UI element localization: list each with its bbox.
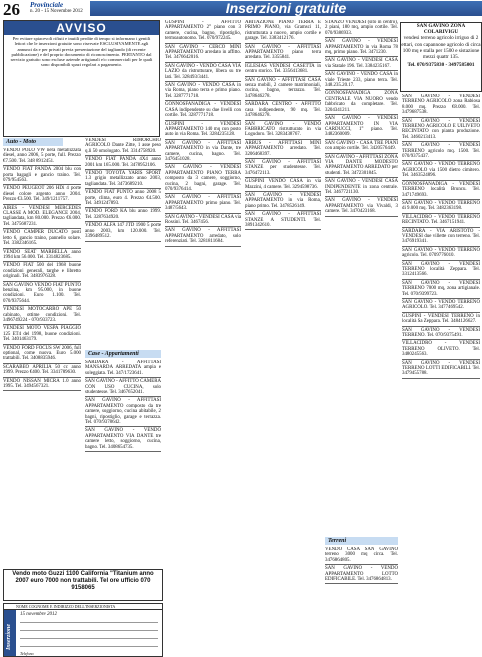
listing-divider bbox=[402, 339, 480, 340]
listing-item: SAN GAVINO - VENDO TERRENO di 9.000 mq. Tel. 3482363198. bbox=[402, 200, 480, 212]
listing-item: SAN GAVINO - VENDESI APPARTAMENTO PIANO TERRA composto da 3 camere, soggiorno, cucina, 2 bagni, garage. Tel. 070/9376414. bbox=[165, 165, 241, 192]
category-auto-moto: Auto - Moto bbox=[3, 138, 63, 146]
listing-divider bbox=[3, 305, 81, 306]
listing-item: GUSPINI - VENDESI TERRENO in località Sa Zeppara. Tel. 3484126627. bbox=[402, 313, 480, 325]
listing-item: SAN GAVINO - VENDESI TERRENO località Zeppara. Tel. 3312413566. bbox=[402, 261, 480, 278]
listing-item: SAN GAVINO - VENDESI APPARTAMENTO in via Roma 78 mq, primo piano. Tel. 3471230. bbox=[325, 39, 398, 56]
listing-divider bbox=[165, 193, 241, 194]
listing-divider bbox=[402, 213, 480, 214]
listing-item: VENDESI MOTOCARRO APE 50 cabinato, ottime condizioni. Tel. 3496749224 - 070/933723. bbox=[3, 307, 81, 323]
form-line[interactable] bbox=[20, 630, 158, 631]
listing-divider bbox=[3, 261, 81, 262]
listing-divider bbox=[85, 451, 161, 452]
listing-divider bbox=[165, 246, 241, 247]
listing-divider bbox=[3, 281, 81, 282]
listing-divider bbox=[165, 163, 241, 164]
listing-item: SAN GAVINO - AFFITTASI CASA senza mobili, 2 camere matrimoniali, cucina, bagno, terrazzo. Tel. 3478646278. bbox=[245, 77, 321, 99]
listing-item: SAN GAVINO - AFFITTO CAMERA CON USO CUCINA, solo studentesse. Tel. 3467652041. bbox=[85, 379, 161, 396]
listing-item: SAN GAVINO - VENDO CASA in via Roma, piano terra e primo piano. Tel. 3287771718. bbox=[165, 83, 241, 99]
avviso-title: AVVISO bbox=[4, 21, 159, 35]
listing-item: VENDO FIAT PUNTO anno 2008 5 porte, clima, euro 4. Prezzo €4.500. Tel. 3491247893. bbox=[85, 190, 161, 207]
listing-item: SAN GAVINO - VENDESI TERRENO agricolo mq. 1500. Tel. 070/9375437. bbox=[402, 143, 480, 160]
brand-logo: Provinciale bbox=[30, 1, 64, 9]
listing-divider bbox=[245, 177, 321, 178]
sangavino-ad-box bbox=[400, 22, 482, 92]
listing-divider bbox=[325, 177, 398, 178]
listing-divider bbox=[3, 363, 81, 364]
listing-divider bbox=[165, 213, 241, 214]
listing-divider bbox=[245, 43, 321, 44]
listing-item: VENDO TOYOTA YARIS SPORT 1.3 grigio metallizzato anno 2003, tagliandata. Tel. 3473689210. bbox=[85, 171, 161, 187]
listing-divider bbox=[325, 37, 398, 38]
listing-item: SAN GAVINO - VENDESI APPARTAMENTO via Vivaldi, 3 camere. Tel. 3470423168. bbox=[325, 198, 398, 215]
listing-divider bbox=[325, 564, 398, 565]
section-title-bar bbox=[90, 1, 482, 16]
listing-item: VENDO FORD KA blu anno 1999. Tel. 3287634920. bbox=[85, 209, 161, 220]
listing-divider bbox=[245, 210, 321, 211]
listing-item: SAN GAVINO - AFFITTASI STANZE per studentesse. Tel. 3476472113. bbox=[245, 159, 321, 176]
listing-item: SAN GAVINO VENDO FIAT PUNTO benzina, km 95.000, in buone condizioni. Euro 1.100. Tel. 070/9375644. bbox=[3, 282, 81, 304]
listing-item: VENDO FIAT 500 del 1968 buone condizioni generali, targhe e libretto originali. Tel. 3483976328. bbox=[3, 263, 81, 280]
listing-item: GONNOSFANADIGA - VENDESI CASA indipendente su due livelli con cortile. Tel. 3287771718. bbox=[165, 102, 241, 119]
form-line[interactable] bbox=[20, 646, 158, 647]
listing-divider bbox=[3, 204, 81, 205]
listing-divider bbox=[245, 191, 321, 192]
listing-divider bbox=[165, 43, 241, 44]
listing-divider bbox=[402, 227, 480, 228]
listing-divider bbox=[245, 120, 321, 121]
listings-column-3 bbox=[165, 20, 241, 654]
listing-divider bbox=[85, 155, 161, 156]
listing-divider bbox=[3, 344, 81, 345]
listing-divider bbox=[85, 241, 161, 242]
listing-item: SAN GAVINO - VENDO APPARTAMENTO LOTTO EDIFICABILE. Tel. 3476864813. bbox=[325, 566, 398, 583]
listing-divider bbox=[85, 221, 161, 222]
listing-divider bbox=[3, 248, 81, 249]
listing-item: GUSPINI VENDO CASA in via Mazzini, 4 camere. Tel. 3294598736. bbox=[245, 179, 321, 190]
listing-divider bbox=[325, 583, 398, 584]
listing-divider bbox=[85, 188, 161, 189]
listing-divider bbox=[245, 100, 321, 101]
listing-divider bbox=[325, 216, 398, 217]
listing-divider bbox=[3, 324, 81, 325]
listing-item: VENDO CAMPER DUCATO posti letto 6, gancio traino, pannello solare. Tel. 3382346165. bbox=[3, 230, 81, 247]
listing-divider bbox=[325, 139, 398, 140]
form-side-bar bbox=[4, 610, 16, 656]
listing-item: SARDARA - AFFITTASI MANSARDA ARREDATA ampia e soleggiata. Tel. 347/1723641. bbox=[85, 360, 161, 376]
listing-item: SCARABEO APRILIA 50 cc anno 1999. Prezzo €400. Tel. 3341789630. bbox=[3, 364, 81, 376]
listing-divider bbox=[402, 359, 480, 360]
listing-divider bbox=[3, 184, 81, 185]
listing-divider bbox=[325, 114, 398, 115]
listing-item: SAN GAVINO - VENDESI CASA via Rossini. Tel. 3467456. bbox=[165, 214, 241, 225]
page-header bbox=[0, 0, 482, 18]
listing-divider bbox=[3, 165, 81, 166]
listing-item: GUSPINI - AFFITTO APPARTAMENTO 2° piano con 3 camere, cucina, bagno, ripostiglio, termoautonomo. Tel. 070/972245. bbox=[165, 20, 241, 42]
category-case-appartamenti: Case - Appartamenti bbox=[85, 350, 161, 358]
listing-divider bbox=[245, 62, 321, 63]
listing-divider bbox=[85, 396, 161, 397]
listing-item: GUSPINI - VENDESI APPARTAMENTO 140 mq con posto auto in via Roma. Tel. 3284235128. bbox=[165, 121, 241, 138]
listing-item: SAN GAVINO - VENDO APPARTAMENTO VIA DANTE tre camere letto, soggiorno, cucina, bagno. Tel. 3408654735. bbox=[85, 428, 161, 450]
listing-divider bbox=[245, 76, 321, 77]
listing-divider bbox=[402, 312, 480, 313]
listing-item: SAN GAVINO - VENDO TERRENO AGRICOLO. Tel. 3477469542. bbox=[402, 300, 480, 311]
avviso-body: Per evitare spiacevoli rifiuti e inutili perdite di tempo si informano i gentili lettori che le inserzioni gratuite sono riservate ESCLUSIVAMENTE agli annunci da e per privati previa presentazione del tagliando (di recente pubblicazione) e del proprio documento di riconoscimento. PERTANTO dal servizio gratuito sono escluse aziende artigianali e/o commerciali per le quali sono disponibili spazi regolari a pagamento. bbox=[10, 36, 153, 68]
listing-item: VENDO FIAT PANDA 4X4 anno 2001 km 165.000. Tel. 3478952106. bbox=[85, 157, 161, 168]
listing-item: VENDESI MOTO VESPA PIAGGIO 125 ET4 del 1998, buone condizioni. Tel. 3401463179. bbox=[3, 326, 81, 343]
listing-divider bbox=[165, 226, 241, 227]
listing-divider bbox=[325, 153, 398, 154]
listing-divider bbox=[402, 117, 480, 118]
sangavino-ad-phone: Tel. 070/9375830 - 3497585001 bbox=[407, 62, 475, 69]
listing-divider bbox=[3, 390, 81, 391]
listing-item: SAN GAVINO - VENDESI TERRENO. Tel. 070/9375491. bbox=[402, 327, 480, 339]
listing-item: VENDO CASA SAN GAVINO terreno 3000 mq circa. Tel. 3476864805. bbox=[325, 547, 398, 563]
section-title: Inserzioni gratuite bbox=[225, 0, 347, 16]
listings-column-5 bbox=[325, 20, 398, 535]
listing-item: SAN GAVINO - AFFITTASI STANZE A STUDENTI. Tel. 3891342610. bbox=[245, 212, 321, 228]
listing-divider bbox=[325, 196, 398, 197]
issue-date: n. 20 - 15 Novembre 2012 bbox=[30, 9, 83, 14]
listing-item: SAN GAVINO - AFFITTASI APPARTAMENTO arredato, solo referenziati. Tel. 3281811684. bbox=[165, 228, 241, 245]
listing-divider bbox=[245, 158, 321, 159]
listing-divider bbox=[402, 326, 480, 327]
listing-item: SAN GAVINO - AFFITTASI APPARTAMENTO piano terra arredato. Tel. 3355841. bbox=[245, 44, 321, 61]
listing-divider bbox=[325, 89, 398, 90]
listing-divider bbox=[165, 62, 241, 63]
listing-item: VILLACIDRO - VENDO TERRENO RECINTATO. Tel. 3467151941. bbox=[402, 214, 480, 226]
listing-divider bbox=[402, 199, 480, 200]
listing-divider bbox=[85, 169, 161, 170]
listing-divider bbox=[402, 160, 480, 161]
form-date: 15 novembre 2012 bbox=[20, 612, 58, 617]
listing-item: SARDARA CENTRO - AFFITTO casa indipendente, 90 mq. Tel. 3478646278. bbox=[245, 102, 321, 119]
listing-divider bbox=[402, 246, 480, 247]
vendo-moto-ad-text: Vendo moto Guzzi 1100 California "Titanium anno 2007 euro 7000 non trattabili. Tel ore ufficio 070 9158065 bbox=[12, 571, 154, 591]
listing-item: AIRES - VENDESI MERCEDES CLASSE A MOD. ELEGANCE 2004, tagliandata, km 80.000. Prezzo €6.000. Tel. 3475687231. bbox=[3, 205, 81, 227]
listing-divider bbox=[402, 279, 480, 280]
listing-item: VENDO PEUGEOT 206 HDi 4 porte diesel colore argento anno 2004. Prezzo €3.500. Tel. 349/1211757. bbox=[3, 186, 81, 203]
listing-item: VILLACIDRO - VENDESI TERRENO OLIVETO. Tel. 3480245563. bbox=[402, 341, 480, 358]
listing-divider bbox=[245, 229, 321, 230]
listing-item: SAN GAVINO - VENDO TERRENO agricolo. Tel. 0709776010. bbox=[402, 247, 480, 259]
listing-item: VENDO ALFA 147 JTD 1900 5 porte anno 2003, km 120.000. Tel. 3396489512. bbox=[85, 223, 161, 240]
listings-column-1 bbox=[3, 148, 81, 566]
listing-item: ARBUS - AFFITTASI MINI APPARTAMENTO arredato. Tel. 3206468397. bbox=[245, 140, 321, 157]
listing-divider bbox=[402, 141, 480, 142]
listing-item: GONNOSFANADIGA ZONA CENTRALE VIA NUORO vendo fabbricato da completare. Tel. 3204341211. bbox=[325, 91, 398, 113]
listing-item: SAN GAVINO - VENDESI APPARTAMENTO IN VIA CARDUCCI, 1° piano. Tel. 3482360009. bbox=[325, 116, 398, 138]
vendo-moto-ad bbox=[3, 569, 163, 601]
listing-item: SAN GAVINO - VENDESI TERRENO AGRICOLO zona Rabiosa 8.000 mq. Prezzo €8.000. Tel. 3479687538. bbox=[402, 94, 480, 116]
listings-column-2-case bbox=[85, 360, 161, 565]
listing-item: VENDO SEAT MARBELLA anno 1994 km 56.000. Tel. 3314823685. bbox=[3, 249, 81, 260]
listing-item: SAN GAVINO - CASA TRE PIANI con ampio cortile. Tel. 3420576449. bbox=[325, 140, 398, 152]
listing-divider bbox=[85, 426, 161, 427]
listing-item: SAN GAVINO - AFFITTASI APPARTAMENTO primo piano. Tel. 3487/5643. bbox=[165, 195, 241, 212]
listing-item: SAN GAVINO - CERCO MINI APPARTAMENTO arredato in affitto. Tel. 3476642016. bbox=[165, 44, 241, 61]
form-phone-label: Telefono bbox=[20, 651, 34, 656]
listing-item: SAN GAVINO - VENDESI CASA INDIPENDENTE in zona centrale. Tel. 3467721130. bbox=[325, 179, 398, 195]
listings-column-4 bbox=[245, 20, 321, 654]
insertion-form bbox=[3, 603, 163, 657]
listing-item: SAN GAVINO - AFFITTASI APPARTAMENTO composto da tre camere, soggiorno, cucina abitabile, 2 bagni, ripostiglio, garage e terrazza. Tel. 070/9378642. bbox=[85, 398, 161, 426]
listing-divider bbox=[165, 81, 241, 82]
page-number: 26 bbox=[3, 0, 20, 19]
listing-item: IGLESIAS VENDESI CASETTA in centro storico. Tel. 3356413681. bbox=[245, 63, 321, 75]
listing-divider bbox=[402, 260, 480, 261]
listings-column-2 bbox=[85, 138, 161, 348]
listing-divider bbox=[402, 180, 480, 181]
listing-item: VENDO POLO VW nera metallizzata diesel, anno 2006, 5 porte, full. Prezzo €7.500. Tel. 348 8912451. bbox=[3, 148, 81, 164]
listing-divider bbox=[165, 100, 241, 101]
listings-column-6 bbox=[402, 94, 480, 654]
listing-item: ABITAZIONE PIANO TERRA E PRIMO PIANO, via Gramsci 11, ristrutturata a nuovo, ampio cortile e garage. Tel. 3383412176. bbox=[245, 20, 321, 42]
form-line[interactable] bbox=[20, 622, 158, 623]
listing-item: SAN GAVINO - VENDO CASA VIA LAZIO da ristrutturare, libera su tre lati. Tel. 328493/3441. bbox=[165, 63, 241, 80]
listing-item: SAN GAVINO - AFFITTASI APPARTAMENTO in via Dante, tre camere, cucina, bagno. Tel. 3476451028. bbox=[165, 140, 241, 162]
listing-divider bbox=[245, 139, 321, 140]
listing-item: SAN GAVINO - VENDESI APPARTAMENTO in via Roma, piano primo. Tel. 3478526149. bbox=[245, 192, 321, 209]
listing-item: VENDO FIAT PANDA 2004 blu con porta bagagli e gancio traino. Tel. 079/954563. bbox=[3, 167, 81, 184]
listing-item: GONNOSFANADIGA - VENDESI TERRENO località Bruncu. Tel. 3471749693. bbox=[402, 181, 480, 198]
listing-divider bbox=[165, 120, 241, 121]
listing-divider bbox=[3, 228, 81, 229]
listing-item: SARDARA - VIA ARISTOTO - VENDESI due villette con terreno. Tel. 3476919341. bbox=[402, 228, 480, 245]
listing-item: SAN GAVINO - AFFITTASI ZONA VIA DANTE MODESTO APPARTAMENTO ARREDATO per studenti. Tel. 3472301845. bbox=[325, 154, 398, 176]
listing-divider bbox=[85, 377, 161, 378]
listing-divider bbox=[402, 298, 480, 299]
listing-item: SAN GAVINO - VENDO FABBRICATO ristrutturato in via Logudoro. Tel. 3283438767. bbox=[245, 121, 321, 138]
listing-divider bbox=[325, 56, 398, 57]
listing-item: STANZO VENDESI (sito in centro), 2 piani, 180 mq, ampio cortile. Tel. 070/9386933. bbox=[325, 20, 398, 36]
sangavino-ad-body: vendesi terreno agricolo irriguo di 2 ettari, con capannone agricolo di circa 100 mq e stalla per 1500 e sistazione mezzi quattr 135. bbox=[401, 35, 481, 61]
listing-divider bbox=[85, 207, 161, 208]
listing-item: SAN GAVINO - VENDO TERRENO AGRICOLO via 1500 dietro cimitero. Tel. 3463524896. bbox=[402, 162, 480, 179]
listing-item: SAN GAVINO - VENDESI TERRENO 7000 mq, zona artigianale. Tel. 070/9399723. bbox=[402, 280, 480, 297]
listing-item: SAN GAVINO - VENDO CASA in viale Trieste 233, piano terra. Tel. 348.235.20.17. bbox=[325, 72, 398, 89]
form-side-label: Inserzione bbox=[6, 623, 12, 650]
listing-divider bbox=[325, 70, 398, 71]
avviso-notice bbox=[3, 20, 160, 137]
form-header: NOME COGNOME E INDIRIZZO DELL'INSERZIONISTA bbox=[4, 604, 162, 610]
form-line[interactable] bbox=[20, 638, 158, 639]
category-terreni: Terreni bbox=[325, 537, 398, 545]
listing-item: VENDESI RIMORCHIO AGRICOLO Dante Zitte, 1 asse peso q.li 50 omologato. Tel. 3314758920. bbox=[85, 138, 161, 154]
listing-divider bbox=[165, 139, 241, 140]
listing-divider bbox=[402, 378, 480, 379]
listing-item: VENDO FORD FOCUS SW 2006, full optional, come nuova. Euro 5.000 trattabili. Tel. 3408835946. bbox=[3, 345, 81, 362]
listing-divider bbox=[3, 377, 81, 378]
sangavino-ad-title: SAN GAVINO ZONA COLARIVIGU bbox=[416, 23, 466, 36]
listing-item: SAN GAVINO - VENDESI TERRENO LOTTI EDIFICABILI. Tel. 3479455788. bbox=[402, 360, 480, 377]
listings-column-5-terreni bbox=[325, 547, 398, 654]
listing-item: SAN GAVINO - VENDESI TERRENO AGRICOLO E UILIVETO RECINTATO con pianta produzione. Tel. 3460213413. bbox=[402, 118, 480, 140]
listing-item: VENDO NISSAN MICRA 1.0 anno 1995. Tel. 3494567321. bbox=[3, 378, 81, 390]
listing-item: SAN GAVINO - VENDESI CASA via Statale 196. Tel. 3384235167. bbox=[325, 58, 398, 69]
